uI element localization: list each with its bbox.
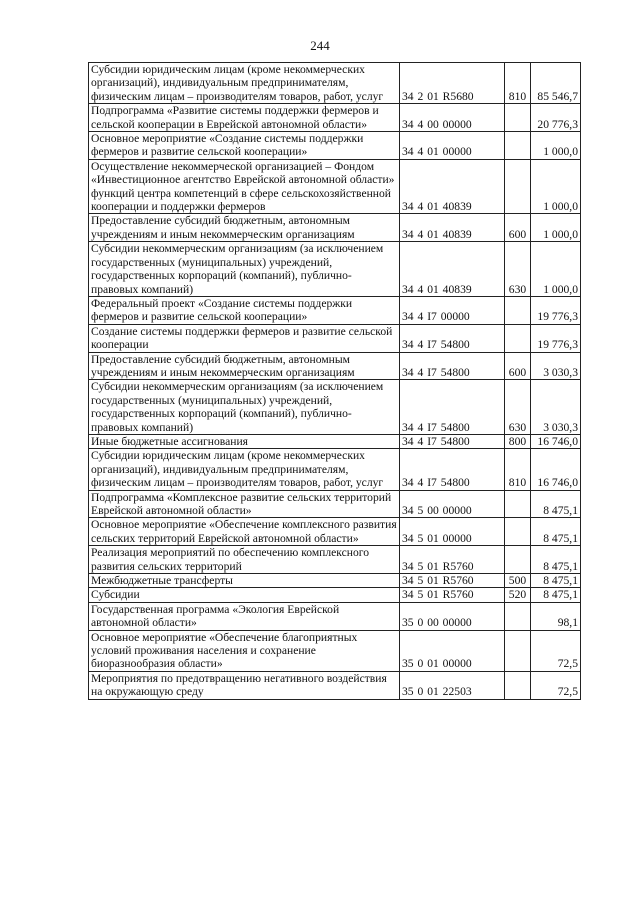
row-code-cell: 34 5 01 00000: [400, 518, 505, 546]
row-code-cell: 34 4 I7 54800: [400, 434, 505, 448]
row-vr-cell: [505, 546, 531, 574]
table-row: [89, 296, 581, 324]
row-vr-cell: [505, 490, 531, 518]
row-vr-cell: [505, 671, 531, 699]
row-code-cell: 34 4 01 00000: [400, 132, 505, 160]
row-name-cell: Федеральный проект «Создание системы поддержки фермеров и развитие сельской кооперации»: [89, 296, 400, 324]
row-sum-cell: 8 475,1: [531, 490, 581, 518]
row-name-cell: Субсидии некоммерческим организациям (за исключением государственных (муниципальных) учреждений, государственных корпораций (компаний), публично-правовых компаний): [89, 380, 400, 435]
row-vr-cell: [505, 602, 531, 630]
row-sum-cell: 3 030,3: [531, 352, 581, 380]
row-code-cell: 34 4 01 40839: [400, 159, 505, 214]
row-sum-cell: 98,1: [531, 602, 581, 630]
table-row: [89, 518, 581, 546]
row-sum-cell: 19 776,3: [531, 296, 581, 324]
row-sum-cell: 1 000,0: [531, 132, 581, 160]
row-name-cell: Межбюджетные трансферты: [89, 574, 400, 588]
row-vr-cell: [505, 518, 531, 546]
row-code-cell: 34 5 01 R5760: [400, 546, 505, 574]
page-number: 244: [310, 38, 330, 53]
row-code-cell: 34 5 00 00000: [400, 490, 505, 518]
row-name-cell: Субсидии некоммерческим организациям (за исключением государственных (муниципальных) учреждений, государственных корпораций (компаний), публично-правовых компаний): [89, 242, 400, 297]
row-vr-cell: [505, 132, 531, 160]
table-row: [89, 324, 581, 352]
row-code-cell: 34 4 I7 00000: [400, 296, 505, 324]
row-name-cell: Подпрограмма «Развитие системы поддержки фермеров и сельской кооперации в Еврейской автономной области»: [89, 104, 400, 132]
table-row: [89, 63, 581, 104]
row-name-cell: Мероприятия по предотвращению негативного воздействия на окружающую среду: [89, 671, 400, 699]
row-code-cell: 34 4 01 40839: [400, 214, 505, 242]
row-name-cell: Субсидии юридическим лицам (кроме некоммерческих организаций), индивидуальным предпринимателям, физическим лицам – производителям товаров, работ, услуг: [89, 63, 400, 104]
row-name-cell: Основное мероприятие «Обеспечение комплексного развития сельских территорий Еврейской автономной области»: [89, 518, 400, 546]
table-row: [89, 242, 581, 297]
row-name-cell: Предоставление субсидий бюджетным, автономным учреждениям и иным некоммерческим организациям: [89, 352, 400, 380]
row-code-cell: 34 4 01 40839: [400, 242, 505, 297]
table-row: [89, 671, 581, 699]
table-row: [89, 132, 581, 160]
row-vr-cell: 600: [505, 352, 531, 380]
table-row: [89, 588, 581, 602]
table-row: [89, 602, 581, 630]
row-code-cell: 34 5 01 R5760: [400, 588, 505, 602]
row-code-cell: 35 0 01 00000: [400, 630, 505, 671]
row-vr-cell: 810: [505, 449, 531, 490]
row-sum-cell: 8 475,1: [531, 588, 581, 602]
table-row: [89, 159, 581, 214]
row-name-cell: Субсидии: [89, 588, 400, 602]
row-vr-cell: [505, 630, 531, 671]
row-sum-cell: 16 746,0: [531, 449, 581, 490]
row-code-cell: 34 4 I7 54800: [400, 380, 505, 435]
table-row: [89, 352, 581, 380]
row-vr-cell: 500: [505, 574, 531, 588]
budget-table: [88, 62, 581, 700]
table-row: [89, 380, 581, 435]
row-vr-cell: 630: [505, 380, 531, 435]
row-code-cell: 35 0 00 00000: [400, 602, 505, 630]
row-sum-cell: 8 475,1: [531, 546, 581, 574]
table-row: [89, 214, 581, 242]
row-code-cell: 34 4 00 00000: [400, 104, 505, 132]
table-row: [89, 449, 581, 490]
row-code-cell: 34 4 I7 54800: [400, 352, 505, 380]
row-sum-cell: 72,5: [531, 630, 581, 671]
row-vr-cell: [505, 159, 531, 214]
row-sum-cell: 16 746,0: [531, 434, 581, 448]
row-vr-cell: 600: [505, 214, 531, 242]
row-sum-cell: 1 000,0: [531, 214, 581, 242]
table-row: [89, 574, 581, 588]
row-vr-cell: [505, 296, 531, 324]
row-name-cell: Реализация мероприятий по обеспечению комплексного развития сельских территорий: [89, 546, 400, 574]
row-code-cell: 34 5 01 R5760: [400, 574, 505, 588]
row-name-cell: Субсидии юридическим лицам (кроме некоммерческих организаций), индивидуальным предпринимателям, физическим лицам – производителям товаров, работ, услуг: [89, 449, 400, 490]
row-sum-cell: 8 475,1: [531, 518, 581, 546]
table-row: [89, 630, 581, 671]
row-vr-cell: 810: [505, 63, 531, 104]
row-code-cell: 34 2 01 R5680: [400, 63, 505, 104]
row-name-cell: Осуществление некоммерческой организацией – Фондом «Инвестиционное агентство Еврейской автономной области» функций центра компетенций в сфере сельскохозяйственной кооперации и поддержки фермеров: [89, 159, 400, 214]
row-sum-cell: 8 475,1: [531, 574, 581, 588]
row-sum-cell: 1 000,0: [531, 242, 581, 297]
row-sum-cell: 1 000,0: [531, 159, 581, 214]
row-name-cell: Государственная программа «Экология Еврейской автономной области»: [89, 602, 400, 630]
row-name-cell: Создание системы поддержки фермеров и развитие сельской кооперации: [89, 324, 400, 352]
row-name-cell: Иные бюджетные ассигнования: [89, 434, 400, 448]
row-vr-cell: [505, 324, 531, 352]
table-row: [89, 104, 581, 132]
row-sum-cell: 20 776,3: [531, 104, 581, 132]
row-name-cell: Предоставление субсидий бюджетным, автономным учреждениям и иным некоммерческим организациям: [89, 214, 400, 242]
row-sum-cell: 3 030,3: [531, 380, 581, 435]
row-vr-cell: [505, 104, 531, 132]
row-code-cell: 34 4 I7 54800: [400, 449, 505, 490]
row-name-cell: Подпрограмма «Комплексное развитие сельских территорий Еврейской автономной области»: [89, 490, 400, 518]
row-code-cell: 34 4 I7 54800: [400, 324, 505, 352]
row-vr-cell: 800: [505, 434, 531, 448]
row-sum-cell: 72,5: [531, 671, 581, 699]
row-sum-cell: 85 546,7: [531, 63, 581, 104]
table-row: [89, 434, 581, 448]
row-vr-cell: 520: [505, 588, 531, 602]
row-code-cell: 35 0 01 22503: [400, 671, 505, 699]
table-row: [89, 546, 581, 574]
row-name-cell: Основное мероприятие «Обеспечение благоприятных условий проживания населения и сохранение биоразнообразия области»: [89, 630, 400, 671]
row-vr-cell: 630: [505, 242, 531, 297]
row-sum-cell: 19 776,3: [531, 324, 581, 352]
row-name-cell: Основное мероприятие «Создание системы поддержки фермеров и развитие сельской кооперации»: [89, 132, 400, 160]
table-row: [89, 490, 581, 518]
